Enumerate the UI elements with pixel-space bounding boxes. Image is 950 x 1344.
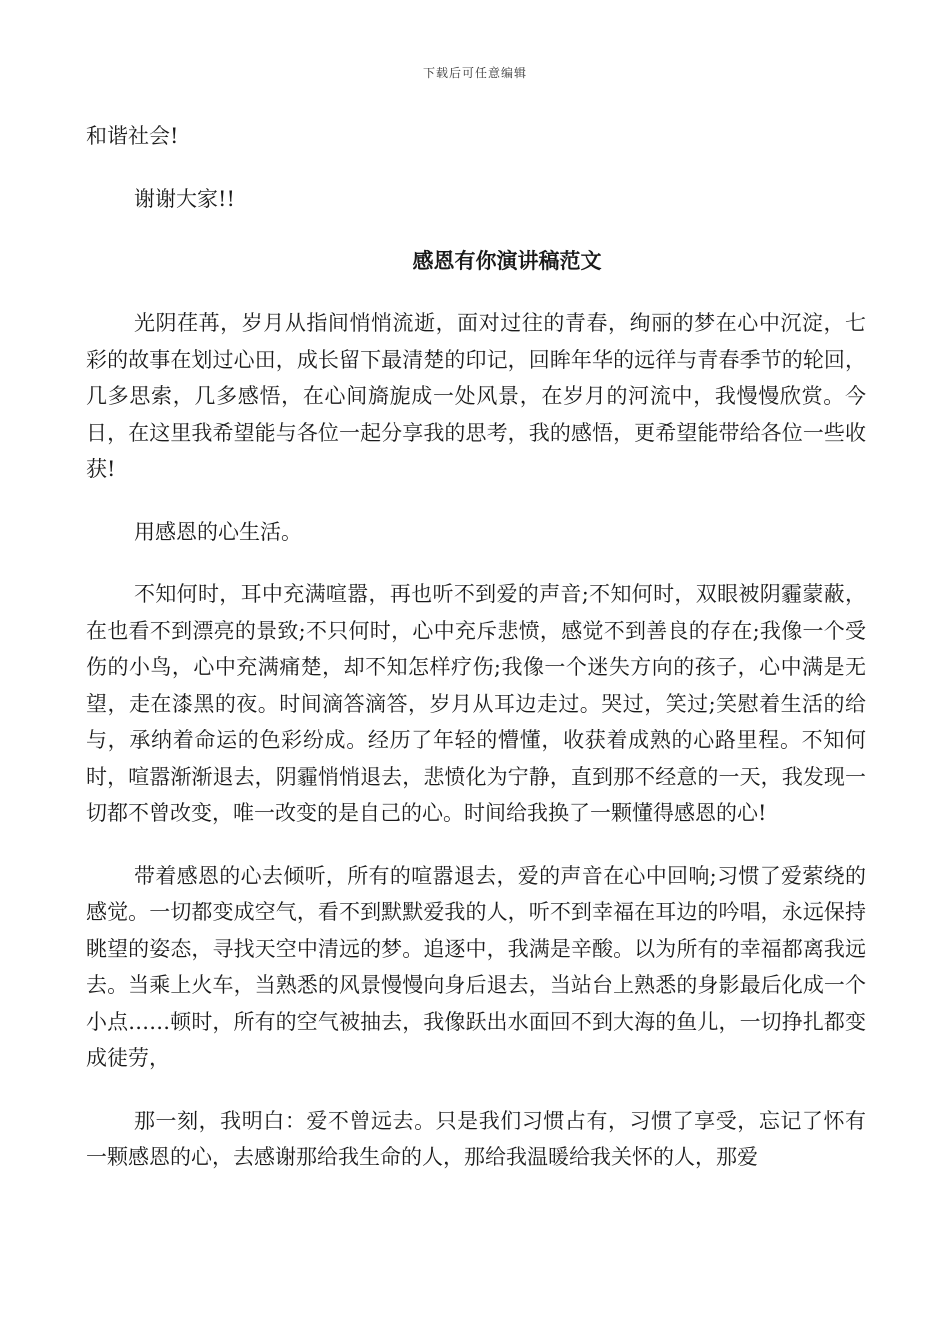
paragraph-listen: 带着感恩的心去倾听，所有的喧嚣退去，爱的声音在心中回响;习惯了爱萦绕的感觉。一切都变成空气，看不到默默爱我的人，听不到幸福在耳边的吟唱，永远保持眺望的姿态，寻找天空中清远的梦。追逐中，我满是辛酸。以为所有的幸福都离我远去。当乘上火车，当熟悉的风景慢慢向身后退去，当站台上熟悉的身影最后化成一个小点……顿时，所有的空气被抽去，我像跃出水面回不到大海的鱼儿，一切挣扎都变成徒劳， [86,863,866,1070]
document-body [86,118,866,1202]
paragraph-thanks: 谢谢大家!! [134,186,235,211]
paragraph-realization: 那一刻，我明白：爱不曾远去。只是我们习惯占有，习惯了享受，忘记了怀有一颗感恩的心，去感谢那给我生命的人，那给我温暖给我关怀的人，那爱 [86,1108,866,1169]
paragraph-intro: 光阴荏苒，岁月从指间悄悄流逝，面对过往的青春，绚丽的梦在心中沉淀，七彩的故事在划过心田，成长留下最清楚的印记，回眸年华的远徉与青春季节的轮回，几多思索，几多感悟，在心间旖旎成一处风景，在岁月的河流中，我慢慢欣赏。今日，在这里我希望能与各位一起分享我的思考，我的感悟，更希望能带给各位一些收获! [86,311,866,481]
paragraph-closing-line: 和谐社会! [86,124,179,148]
paragraph-story: 不知何时，耳中充满喧嚣，再也听不到爱的声音;不知何时，双眼被阴霾蒙蔽，在也看不到漂亮的景致;不只何时，心中充斥悲愤，感觉不到善良的存在;我像一个受伤的小鸟，心中充满痛楚，却不知怎样疗伤;我像一个迷失方向的孩子，心中满是无望，走在漆黑的夜。时间滴答滴答，岁月从耳边走过。哭过，笑过;笑慰着生活的给与，承纳着命运的色彩纷成。经历了年轻的懵懂，收获着成熟的心路里程。不知何时，喧嚣渐渐退去，阴霾悄悄退去，悲愤化为宁静，直到那不经意的一天，我发现一切都不曾改变，唯一改变的是自己的心。时间给我换了一颗懂得感恩的心! [86,582,866,825]
document-title: 感恩有你演讲稿范文 [412,248,602,273]
paragraph-theme: 用感恩的心生活。 [134,519,302,544]
page-header: 下载后可任意编辑 [422,66,527,80]
